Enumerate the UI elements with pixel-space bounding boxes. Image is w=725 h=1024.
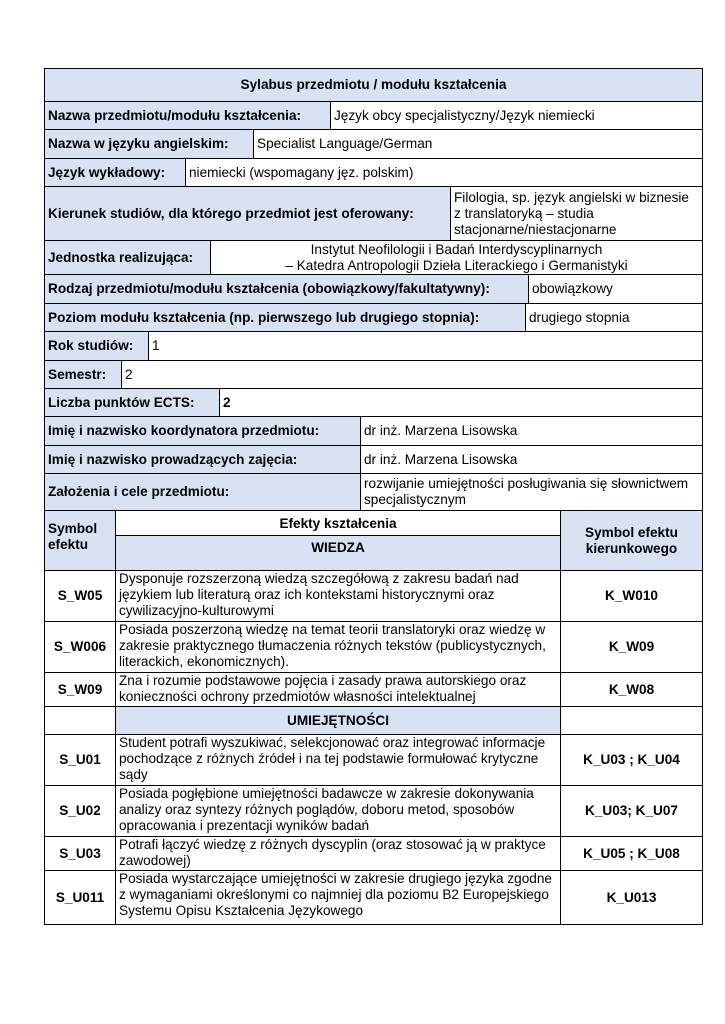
syllabus-title: Sylabus przedmiotu / modułu kształcenia: [45, 69, 702, 101]
effect-kier: K_U013: [560, 871, 702, 924]
ects-label: Liczba punktów ECTS:: [45, 389, 219, 416]
effect-symbol: S_U01: [59, 752, 101, 767]
kierunek-label: Kierunek studiów, dla którego przedmiot jest oferowany:: [45, 187, 450, 240]
effect-kier: K_W08: [560, 673, 702, 706]
effect-text: Student potrafi wyszukiwać, selekcjonować oraz integrować informacje pochodzące z różnych źródeł i na tej podstawie formułować krytyczne sądy: [115, 735, 560, 785]
table-row: [45, 785, 702, 836]
table-row: [45, 621, 702, 672]
row-poziom: [45, 303, 702, 331]
effect-text: Posiada wystarczające umiejętności w zakresie drugiego języka zgodne z wymaganiami określonymi co najmniej dla poziomu B2 Europejskiego Systemu Opisu Kształcenia Językowego: [115, 871, 560, 924]
koordynator-label: Imię i nazwisko koordynatora przedmiotu:: [45, 417, 360, 445]
syllabus-table: [44, 68, 703, 925]
ects-value: 2: [219, 389, 702, 416]
kierunek-value: Filologia, sp. język angielski w biznesie z translatoryką – studia stacjonarne/niestacjonarne: [450, 187, 702, 240]
semestr-value: 2: [121, 361, 702, 388]
zalozenia-label: Założenia i cele przedmiotu:: [45, 474, 360, 510]
nazwa-label: Nazwa przedmiotu/modułu kształcenia:: [45, 102, 330, 129]
umiejetnosci-header-row: [45, 706, 702, 734]
title-row: [45, 69, 702, 101]
effect-symbol: S_W05: [57, 588, 103, 603]
effect-text: Posiada pogłębione umiejętności badawcze w zakresie dokonywania analizy oraz syntezy różnych poglądów, doboru metod, sposobów opracowania i prezentacji wyników badań: [115, 786, 560, 836]
symbol-header: Symbol efektu: [45, 511, 115, 570]
jezyk-label: Język wykładowy:: [45, 159, 185, 186]
jednostka-value-line2: – Katedra Antropologii Dzieła Literackiego i Germanistyki: [285, 257, 628, 273]
empty-cell: [45, 707, 115, 734]
row-jednostka: [45, 240, 702, 274]
effect-symbol: S_W09: [57, 681, 103, 697]
rodzaj-value: obowiązkowy: [528, 275, 702, 303]
effect-symbol: S_U02: [59, 803, 101, 818]
effect-kier: K_W09: [560, 622, 702, 672]
nazwa-ang-value: Specialist Language/German: [253, 130, 702, 158]
table-row: [45, 734, 702, 785]
rodzaj-label: Rodzaj przedmiotu/modułu kształcenia (obowiązkowy/fakultatywny):: [45, 275, 528, 303]
effect-kier: K_U03; K_U07: [560, 786, 702, 836]
row-kierunek: [45, 186, 702, 240]
row-rodzaj: [45, 274, 702, 303]
effect-text: Potrafi łączyć wiedzę z różnych dyscyplin (oraz stosować ją w praktyce zawodowej): [115, 837, 560, 870]
row-zalozenia: [45, 473, 702, 510]
jednostka-value-line1: Instytut Neofilologii i Badań Interdyscyplinarnych: [310, 241, 603, 257]
nazwa-ang-label: Nazwa w języku angielskim:: [45, 130, 253, 158]
row-jezyk: [45, 158, 702, 186]
wiedza-header: WIEDZA: [116, 536, 560, 570]
jednostka-value: [210, 241, 702, 274]
poziom-value: drugiego stopnia: [525, 304, 702, 331]
kier-header: Symbol efektu kierunkowego: [560, 511, 702, 570]
table-row: [45, 836, 702, 870]
table-row: [45, 870, 702, 924]
empty-cell: [560, 707, 702, 734]
umiejetnosci-header: UMIEJĘTNOŚCI: [115, 707, 560, 734]
prowadzacy-value: dr inż. Marzena Lisowska: [360, 446, 702, 473]
row-semestr: [45, 360, 702, 388]
effect-kier: K_W010: [560, 571, 702, 621]
efekty-header: Efekty kształcenia: [116, 511, 560, 536]
jezyk-value: niemiecki (wspomagany jęz. polskim): [185, 159, 702, 186]
effect-kier: K_U05 ; K_U08: [560, 837, 702, 870]
nazwa-value: Język obcy specjalistyczny/Język niemiecki: [330, 102, 702, 129]
zalozenia-value: rozwijanie umiejętności posługiwania się słownictwem specjalistycznym: [360, 474, 702, 510]
effects-header: [45, 510, 702, 570]
semestr-label: Semestr:: [45, 361, 121, 388]
table-row: [45, 672, 702, 706]
row-prowadzacy: [45, 445, 702, 473]
table-row: [45, 570, 702, 621]
effect-text: Zna i rozumie podstawowe pojęcia i zasady prawa autorskiego oraz konieczności ochrony przedmiotów własności intelektualnej: [115, 673, 560, 706]
effect-text: Posiada poszerzoną wiedzę na temat teorii translatoryki oraz wiedzę w zakresie praktycznego tłumaczenia różnych tekstów (publicystycznych, literackich, ekonomicznych).: [115, 622, 560, 672]
poziom-label: Poziom modułu kształcenia (np. pierwszego lub drugiego stopnia):: [45, 304, 525, 331]
rok-value: 1: [148, 332, 702, 360]
row-ects: [45, 388, 702, 416]
effects-header-middle: [115, 511, 560, 570]
effect-text: Dysponuje rozszerzoną wiedzą szczegółową z zakresu badań nad językiem lub literaturą oraz ich kontekstami historycznymi oraz cywilizacyjno-kulturowymi: [115, 571, 560, 621]
row-nazwa-ang: [45, 129, 702, 158]
effect-symbol: S_U011: [55, 889, 105, 905]
row-koordynator: [45, 416, 702, 445]
row-nazwa: [45, 101, 702, 129]
prowadzacy-label: Imię i nazwisko prowadzących zajęcia:: [45, 446, 360, 473]
rok-label: Rok studiów:: [45, 332, 148, 360]
koordynator-value: dr inż. Marzena Lisowska: [360, 417, 702, 445]
effect-symbol: S_U03: [59, 845, 101, 861]
jednostka-label: Jednostka realizująca:: [45, 241, 210, 274]
effect-kier: K_U03 ; K_U04: [560, 735, 702, 785]
row-rok: [45, 331, 702, 360]
effect-symbol: S_W006: [53, 639, 107, 654]
